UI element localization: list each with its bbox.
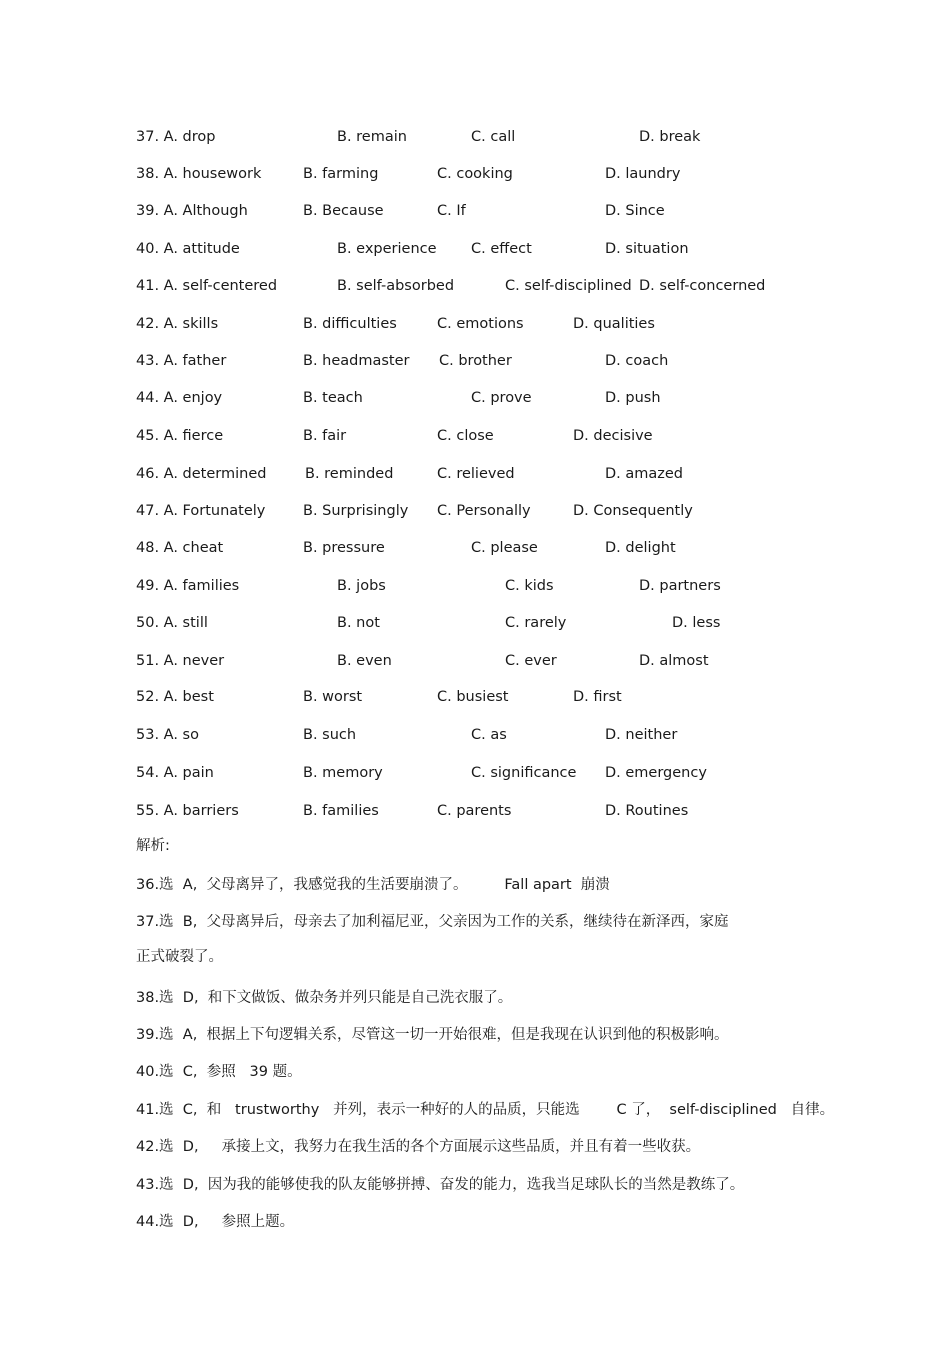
option-b: B. remain xyxy=(337,129,407,145)
option-d: D. less xyxy=(672,615,721,631)
option-c: C. prove xyxy=(471,390,532,406)
explanation-line: 44.选 D, 参照上题。 xyxy=(136,1214,295,1230)
explanation-line: 37.选 B, 父母离异后，母亲去了加利福尼亚，父亲因为工作的关系，继续待在新泽西，家庭 xyxy=(136,914,729,930)
option-b: B. Because xyxy=(303,203,384,219)
question-row xyxy=(0,575,950,597)
option-c: C. rarely xyxy=(505,615,567,631)
option-d: D. first xyxy=(573,689,622,705)
option-d: D. neither xyxy=(605,727,678,743)
option-d: D. laundry xyxy=(605,166,681,182)
option-c: C. kids xyxy=(505,578,554,594)
option-d: D. Since xyxy=(605,203,665,219)
option-a: 40. A. attitude xyxy=(136,241,240,257)
option-b: B. reminded xyxy=(305,466,394,482)
question-row xyxy=(0,163,950,185)
option-c: C. effect xyxy=(471,241,532,257)
question-row xyxy=(0,425,950,447)
question-row xyxy=(0,238,950,260)
option-d: D. delight xyxy=(605,540,676,556)
option-a: 41. A. self-centered xyxy=(136,278,278,294)
option-b: B. jobs xyxy=(337,578,386,594)
option-b: B. such xyxy=(303,727,357,743)
explanation-line: 41.选 C, 和 trustworthy 并列，表示一种好的人的品质，只能选 C 了， self-disciplined 自律。 xyxy=(136,1102,835,1118)
option-a: 50. A. still xyxy=(136,615,208,631)
option-a: 49. A. families xyxy=(136,578,240,594)
option-b: B. even xyxy=(337,653,392,669)
question-row xyxy=(0,275,950,297)
option-c: C. close xyxy=(437,428,494,444)
option-d: D. self-concerned xyxy=(639,278,766,294)
option-c: C. cooking xyxy=(437,166,513,182)
option-d: D. push xyxy=(605,390,661,406)
option-a: 37. A. drop xyxy=(136,129,216,145)
question-row xyxy=(0,800,950,822)
option-b: B. families xyxy=(303,803,379,819)
question-row xyxy=(0,313,950,335)
option-c: C. ever xyxy=(505,653,557,669)
option-c: C. significance xyxy=(471,765,577,781)
option-b: B. fair xyxy=(303,428,347,444)
question-row xyxy=(0,463,950,485)
option-d: D. situation xyxy=(605,241,689,257)
option-b: B. worst xyxy=(303,689,363,705)
option-c: C. emotions xyxy=(437,316,524,332)
option-c: C. call xyxy=(471,129,516,145)
option-a: 52. A. best xyxy=(136,689,214,705)
option-b: B. memory xyxy=(303,765,383,781)
explanation-line: 40.选 C, 参照 39 题。 xyxy=(136,1064,302,1080)
option-a: 54. A. pain xyxy=(136,765,214,781)
option-b: B. farming xyxy=(303,166,379,182)
option-b: B. pressure xyxy=(303,540,385,556)
option-c: C. self-disciplined xyxy=(505,278,632,294)
option-c: C. please xyxy=(471,540,538,556)
explanation-line: 正式破裂了。 xyxy=(136,949,223,965)
option-a: 53. A. so xyxy=(136,727,199,743)
option-a: 45. A. fierce xyxy=(136,428,224,444)
option-b: B. self-absorbed xyxy=(337,278,455,294)
option-c: C. Personally xyxy=(437,503,531,519)
option-a: 43. A. father xyxy=(136,353,227,369)
option-d: D. coach xyxy=(605,353,669,369)
option-d: D. decisive xyxy=(573,428,653,444)
question-row xyxy=(0,126,950,148)
option-b: B. difficulties xyxy=(303,316,397,332)
option-a: 42. A. skills xyxy=(136,316,219,332)
explanation-line: 43.选 D, 因为我的能够使我的队友能够拼搏、奋发的能力，选我当足球队长的当然是教练了。 xyxy=(136,1177,745,1193)
option-d: D. partners xyxy=(639,578,721,594)
question-row xyxy=(0,686,950,708)
option-d: D. Consequently xyxy=(573,503,693,519)
option-a: 38. A. housework xyxy=(136,166,262,182)
option-d: D. break xyxy=(639,129,701,145)
question-row xyxy=(0,724,950,746)
option-a: 44. A. enjoy xyxy=(136,390,223,406)
option-d: D. emergency xyxy=(605,765,707,781)
question-row xyxy=(0,612,950,634)
option-a: 39. A. Although xyxy=(136,203,248,219)
option-a: 47. A. Fortunately xyxy=(136,503,266,519)
question-row xyxy=(0,200,950,222)
question-row xyxy=(0,650,950,672)
option-d: D. almost xyxy=(639,653,709,669)
question-row xyxy=(0,350,950,372)
option-c: C. relieved xyxy=(437,466,515,482)
option-c: C. If xyxy=(437,203,466,219)
option-c: C. brother xyxy=(439,353,512,369)
option-a: 51. A. never xyxy=(136,653,225,669)
option-c: C. busiest xyxy=(437,689,509,705)
option-c: C. parents xyxy=(437,803,512,819)
option-b: B. teach xyxy=(303,390,363,406)
explanation-line: 38.选 D, 和下文做饭、做杂务并列只能是自己洗衣服了。 xyxy=(136,990,513,1006)
question-row xyxy=(0,762,950,784)
explanation-line: 39.选 A, 根据上下句逻辑关系，尽管这一切一开始很难，但是我现在认识到他的积极影响。 xyxy=(136,1027,729,1043)
option-c: C. as xyxy=(471,727,507,743)
option-d: D. qualities xyxy=(573,316,655,332)
option-d: D. amazed xyxy=(605,466,684,482)
option-a: 46. A. determined xyxy=(136,466,267,482)
option-b: B. Surprisingly xyxy=(303,503,409,519)
question-row xyxy=(0,500,950,522)
option-b: B. experience xyxy=(337,241,437,257)
option-b: B. headmaster xyxy=(303,353,410,369)
explanation-line: 36.选 A, 父母离异了，我感觉我的生活要崩溃了。 Fall apart 崩溃 xyxy=(136,877,610,893)
option-a: 48. A. cheat xyxy=(136,540,224,556)
option-d: D. Routines xyxy=(605,803,689,819)
explanation-heading: 解析: xyxy=(136,838,170,854)
explanation-line: 42.选 D, 承接上文，我努力在我生活的各个方面展示这些品质，并且有着一些收获。 xyxy=(136,1139,701,1155)
option-b: B. not xyxy=(337,615,380,631)
question-row xyxy=(0,387,950,409)
option-a: 55. A. barriers xyxy=(136,803,239,819)
question-row xyxy=(0,537,950,559)
